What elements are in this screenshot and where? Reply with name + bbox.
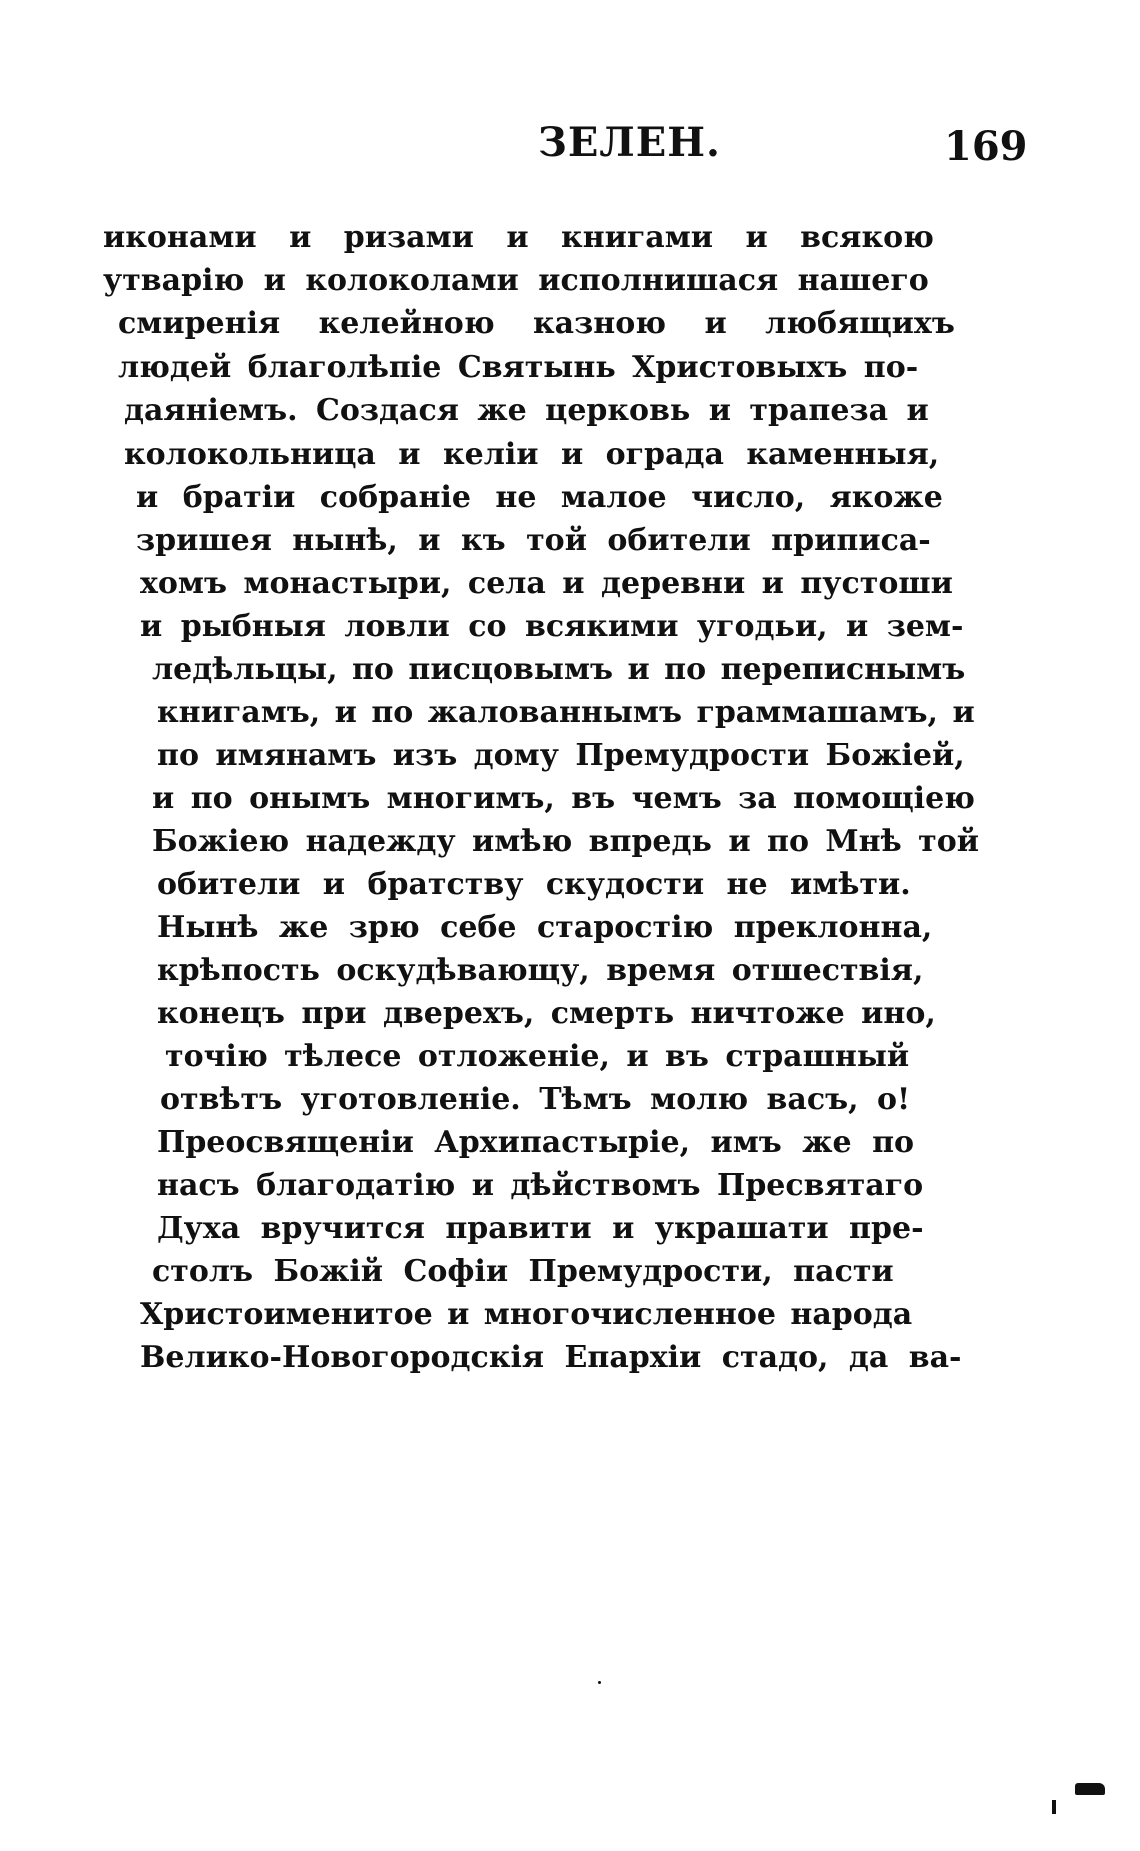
text-line-18: крѣпость оскудѣвающу, время отшествія, [157, 953, 924, 988]
text-line-16: обители и братству скудости не имѣти. [157, 867, 911, 902]
text-line-6: колокольница и келіи и ограда каменныя, [124, 437, 940, 472]
text-line-10: и рыбныя ловли со всякими угодьи, и зем- [140, 609, 964, 644]
text-line-22: Преосвященіи Архипастыріе, имъ же по [157, 1125, 915, 1160]
text-line-27: Велико-Новогородскія Епархіи стадо, да ва- [140, 1340, 962, 1375]
text-line-9: хомъ монастыри, села и деревни и пустоши [140, 566, 953, 601]
text-line-21: отвѣтъ уготовленіе. Тѣмъ молю васъ, о! [160, 1082, 911, 1117]
text-line-5: даяніемъ. Создася же церковь и трапеза и [124, 393, 929, 428]
text-line-15: Божіею надежду имѣю впредь и по Мнѣ той [152, 824, 979, 859]
text-line-23: насъ благодатію и дѣйствомъ Пресвятаго [157, 1168, 924, 1203]
text-line-26: Христоименитое и многочисленное народа [140, 1297, 913, 1332]
ink-dot [598, 1681, 601, 1684]
ink-speck [1052, 1800, 1056, 1814]
text-line-14: и по онымъ многимъ, въ чемъ за помощіею [152, 781, 975, 816]
text-line-25: столъ Божій Софіи Премудрости, пасти [152, 1254, 894, 1289]
text-line-24: Духа вручится правити и украшати пре- [157, 1211, 924, 1246]
text-line-20: точію тѣлесе отложеніе, и въ страшный [165, 1039, 910, 1074]
text-line-4: людей благолѣпіе Святынь Христовыхъ по- [118, 350, 919, 385]
text-line-11: ледѣльцы, по писцовымъ и по переписнымъ [152, 652, 966, 687]
text-line-1: иконами и ризами и книгами и всякою [103, 220, 934, 255]
text-line-13: по имянамъ изъ дому Премудрости Божіей, [157, 738, 965, 773]
text-line-3: смиренія келейною казною и любящихъ [118, 306, 955, 341]
ink-smudge [1075, 1783, 1105, 1795]
text-line-2: утварію и колоколами исполнишася нашего [103, 263, 929, 298]
text-line-7: и братіи собраніе не малое число, якоже [136, 480, 943, 515]
text-line-19: конецъ при дверехъ, смерть ничтоже ино, [157, 996, 936, 1031]
text-line-12: книгамъ, и по жалованнымъ граммашамъ, и [157, 695, 975, 730]
text-line-17: Нынѣ же зрю себе старостію преклонна, [157, 910, 933, 945]
text-line-8: зришея нынѣ, и къ той обители приписа- [136, 523, 931, 558]
running-head [0, 118, 1140, 168]
page-number: 169 [944, 123, 1028, 170]
running-title: ЗЕЛЕН. [538, 119, 721, 166]
